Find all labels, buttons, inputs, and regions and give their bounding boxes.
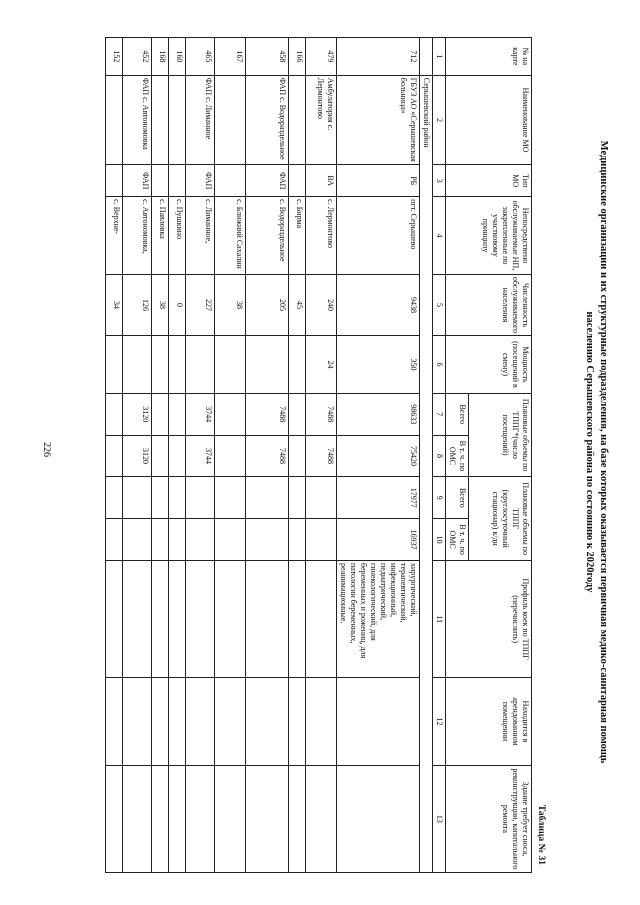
cell-mo-type: ФАП — [246, 165, 289, 197]
cell-population: 126 — [123, 274, 152, 335]
cell-inpatient-oms — [306, 519, 337, 561]
cell-visits-oms — [106, 435, 123, 477]
table-row — [152, 38, 169, 873]
cell-capacity — [289, 336, 306, 394]
cell-visits-oms — [169, 435, 186, 477]
cell-population: 9438 — [337, 274, 420, 335]
cell-population: 0 — [169, 274, 186, 335]
cell-capacity — [106, 336, 123, 394]
cell-visits-total: 7488 — [306, 393, 337, 435]
cell-inpatient-oms — [169, 519, 186, 561]
table-row — [289, 38, 306, 873]
cell-visits-oms — [215, 435, 246, 477]
title-line-2: населению Серышевского района по состоянию к 2020году — [584, 311, 595, 593]
cell-mo-name: ФАП с. Водораздельное — [246, 75, 289, 165]
cell-capacity — [246, 336, 289, 394]
table-row — [123, 38, 152, 873]
cell-population: 240 — [306, 274, 337, 335]
cell-visits-oms: 75420 — [337, 435, 420, 477]
cell-mo-type — [289, 165, 306, 197]
column-index-row — [433, 38, 446, 873]
cell-bed-profile — [106, 561, 123, 678]
cell-mo-name — [106, 75, 123, 165]
cell-bed-profile — [123, 561, 152, 678]
cell-rented — [123, 678, 152, 765]
cell-mo-name — [215, 75, 246, 165]
cell-needs-repair — [123, 765, 152, 872]
column-index: 5 — [433, 274, 446, 335]
cell-mo-type: РБ — [337, 165, 420, 197]
cell-bed-profile — [246, 561, 289, 678]
cell-capacity — [215, 336, 246, 394]
cell-inpatient-total — [186, 477, 215, 519]
cell-inpatient-total — [289, 477, 306, 519]
cell-map-number: 479 — [306, 38, 337, 76]
cell-visits-oms: 7488 — [306, 435, 337, 477]
cell-visits-total: 3744 — [186, 393, 215, 435]
cell-capacity — [123, 336, 152, 394]
cell-bed-profile — [186, 561, 215, 678]
cell-bed-profile: хирургический, терапевтический, инфекционный, педиатрический, гинекологический, для беременных и рожениц, для патологии беременных, реанимационные. — [337, 561, 420, 678]
header-inpatient-total: Всего — [446, 477, 469, 519]
column-index: 4 — [433, 197, 446, 275]
cell-settlement: с. Лермонтово — [306, 197, 337, 275]
cell-mo-type — [169, 165, 186, 197]
cell-visits-total — [152, 393, 169, 435]
rotated-page — [30, 27, 610, 877]
cell-rented — [152, 678, 169, 765]
cell-bed-profile — [289, 561, 306, 678]
table-row — [246, 38, 289, 873]
cell-mo-name — [169, 75, 186, 165]
cell-needs-repair — [246, 765, 289, 872]
cell-visits-total — [169, 393, 186, 435]
cell-needs-repair — [306, 765, 337, 872]
cell-inpatient-oms — [186, 519, 215, 561]
cell-mo-name: ГБУЗ АО «Серышевская больница» — [337, 75, 420, 165]
header-visits-volume: Плановые объемы по ТППГ*(число посещений) — [469, 393, 532, 476]
cell-mo-name — [152, 75, 169, 165]
table-row — [106, 38, 123, 873]
header-mo-name: Наименование МО — [446, 75, 532, 165]
cell-population: 227 — [186, 274, 215, 335]
cell-bed-profile — [169, 561, 186, 678]
cell-map-number: 167 — [215, 38, 246, 76]
cell-map-number: 160 — [169, 38, 186, 76]
cell-settlement: с. Лиманное, — [186, 197, 215, 275]
header-inpatient-volume: Плановые объемы по ТППГ (круглосуточный стационар) к/дн — [469, 477, 532, 561]
cell-mo-type: ВА — [306, 165, 337, 197]
cell-map-number: 452 — [123, 38, 152, 76]
cell-visits-total — [106, 393, 123, 435]
cell-rented — [246, 678, 289, 765]
cell-map-number: 166 — [289, 38, 306, 76]
cell-mo-type — [106, 165, 123, 197]
cell-capacity — [186, 336, 215, 394]
cell-inpatient-oms — [152, 519, 169, 561]
header-inpatient-oms: В т. ч. по ОМС — [446, 519, 469, 561]
table-row — [186, 38, 215, 873]
cell-inpatient-total: 17977 — [337, 477, 420, 519]
cell-rented — [337, 678, 420, 765]
cell-needs-repair — [186, 765, 215, 872]
table-row — [169, 38, 186, 873]
cell-inpatient-oms — [289, 519, 306, 561]
cell-needs-repair — [169, 765, 186, 872]
cell-settlement: пгт. Серышево — [337, 197, 420, 275]
cell-needs-repair — [337, 765, 420, 872]
cell-rented — [106, 678, 123, 765]
header-map-number: № на карте — [446, 38, 532, 76]
cell-settlement: с. Автономовка, — [123, 197, 152, 275]
cell-capacity: 24 — [306, 336, 337, 394]
table-label: Таблица № 31 — [536, 804, 546, 865]
cell-population: 205 — [246, 274, 289, 335]
page-number: 226 — [41, 442, 52, 457]
region-row — [420, 38, 433, 873]
column-index: 12 — [433, 678, 446, 765]
column-index: 9 — [433, 477, 446, 519]
cell-bed-profile — [215, 561, 246, 678]
cell-needs-repair — [289, 765, 306, 872]
cell-population: 38 — [215, 274, 246, 335]
cell-visits-total — [289, 393, 306, 435]
cell-settlement: с. Ближний Сахалин — [215, 197, 246, 275]
column-index: 2 — [433, 75, 446, 165]
cell-inpatient-total — [306, 477, 337, 519]
cell-map-number: 152 — [106, 38, 123, 76]
facilities-table — [105, 37, 532, 873]
cell-visits-oms — [152, 435, 169, 477]
header-rented: Находится в арендованном помещении — [446, 678, 532, 765]
cell-mo-name: ФАП с. Лиманное — [186, 75, 215, 165]
cell-population: 45 — [289, 274, 306, 335]
cell-inpatient-oms — [246, 519, 289, 561]
cell-population: 38 — [152, 274, 169, 335]
cell-settlement: с. Водораздельное — [246, 197, 289, 275]
cell-inpatient-oms: 16937 — [337, 519, 420, 561]
column-index: 8 — [433, 435, 446, 477]
region-name: Серышевский район — [420, 75, 433, 872]
cell-bed-profile — [306, 561, 337, 678]
cell-capacity — [169, 336, 186, 394]
cell-mo-type: ФАП — [123, 165, 152, 197]
cell-inpatient-total — [152, 477, 169, 519]
header-mo-type: Тип МО — [446, 165, 532, 197]
cell-visits-oms: 7488 — [246, 435, 289, 477]
column-index: 13 — [433, 765, 446, 872]
column-index: 10 — [433, 519, 446, 561]
cell-rented — [289, 678, 306, 765]
cell-mo-name — [289, 75, 306, 165]
cell-visits-total: 98633 — [337, 393, 420, 435]
document-title — [550, 27, 610, 877]
header-population: Численность обслуживаемого населения — [446, 274, 532, 335]
title-line-1: Медицинские организации и их структурные подразделения, на базе которых оказывается первичная медико-санитарная помощь — [598, 140, 609, 764]
table-body — [106, 38, 446, 873]
table-row — [306, 38, 337, 873]
cell-mo-name: Амбулатория с. Лермонтово — [306, 75, 337, 165]
column-index: 3 — [433, 165, 446, 197]
region-spacer — [420, 38, 433, 76]
header-capacity: Мощность (посещений в смену) — [446, 336, 532, 394]
cell-visits-total: 3120 — [123, 393, 152, 435]
cell-map-number: 168 — [152, 38, 169, 76]
cell-needs-repair — [106, 765, 123, 872]
header-visits-total: Всего — [446, 393, 469, 435]
cell-inpatient-total — [215, 477, 246, 519]
cell-visits-oms — [289, 435, 306, 477]
cell-visits-oms: 3120 — [123, 435, 152, 477]
column-index: 7 — [433, 393, 446, 435]
cell-visits-total — [215, 393, 246, 435]
cell-bed-profile — [152, 561, 169, 678]
cell-inpatient-total — [123, 477, 152, 519]
cell-rented — [215, 678, 246, 765]
cell-visits-oms: 3744 — [186, 435, 215, 477]
cell-rented — [186, 678, 215, 765]
cell-settlement: с. Пушкино — [169, 197, 186, 275]
cell-settlement: с. Бирма — [289, 197, 306, 275]
header-bed-profile: Профиль коек по ТППГ (перечислить) — [446, 561, 532, 678]
cell-inpatient-oms — [215, 519, 246, 561]
cell-visits-total: 7488 — [246, 393, 289, 435]
table-row — [215, 38, 246, 873]
cell-map-number: 712 — [337, 38, 420, 76]
header-served-settlements: Непосредствено обслуживаемые НП, закрепленные по участковому принципу — [446, 197, 532, 275]
header-needs-repair: Здание требует сноса, реконструкции, капитального ремонта — [446, 765, 532, 872]
cell-mo-type — [215, 165, 246, 197]
cell-inpatient-total — [169, 477, 186, 519]
cell-inpatient-oms — [123, 519, 152, 561]
cell-mo-type — [152, 165, 169, 197]
table-row — [337, 38, 420, 873]
cell-population: 34 — [106, 274, 123, 335]
cell-inpatient-total — [246, 477, 289, 519]
cell-settlement: с. Верхне- — [106, 197, 123, 275]
column-index: 6 — [433, 336, 446, 394]
cell-rented — [169, 678, 186, 765]
column-index: 1 — [433, 38, 446, 76]
cell-inpatient-total — [106, 477, 123, 519]
cell-mo-name: ФАП с. Автономовка — [123, 75, 152, 165]
cell-map-number: 465 — [186, 38, 215, 76]
cell-mo-type: ФАП — [186, 165, 215, 197]
cell-needs-repair — [215, 765, 246, 872]
header-visits-oms: В т. ч. по ОМС — [446, 435, 469, 477]
cell-rented — [306, 678, 337, 765]
cell-settlement: с. Павловка — [152, 197, 169, 275]
cell-inpatient-oms — [106, 519, 123, 561]
cell-capacity — [152, 336, 169, 394]
cell-capacity: 350 — [337, 336, 420, 394]
cell-needs-repair — [152, 765, 169, 872]
column-index: 11 — [433, 561, 446, 678]
cell-map-number: 458 — [246, 38, 289, 76]
